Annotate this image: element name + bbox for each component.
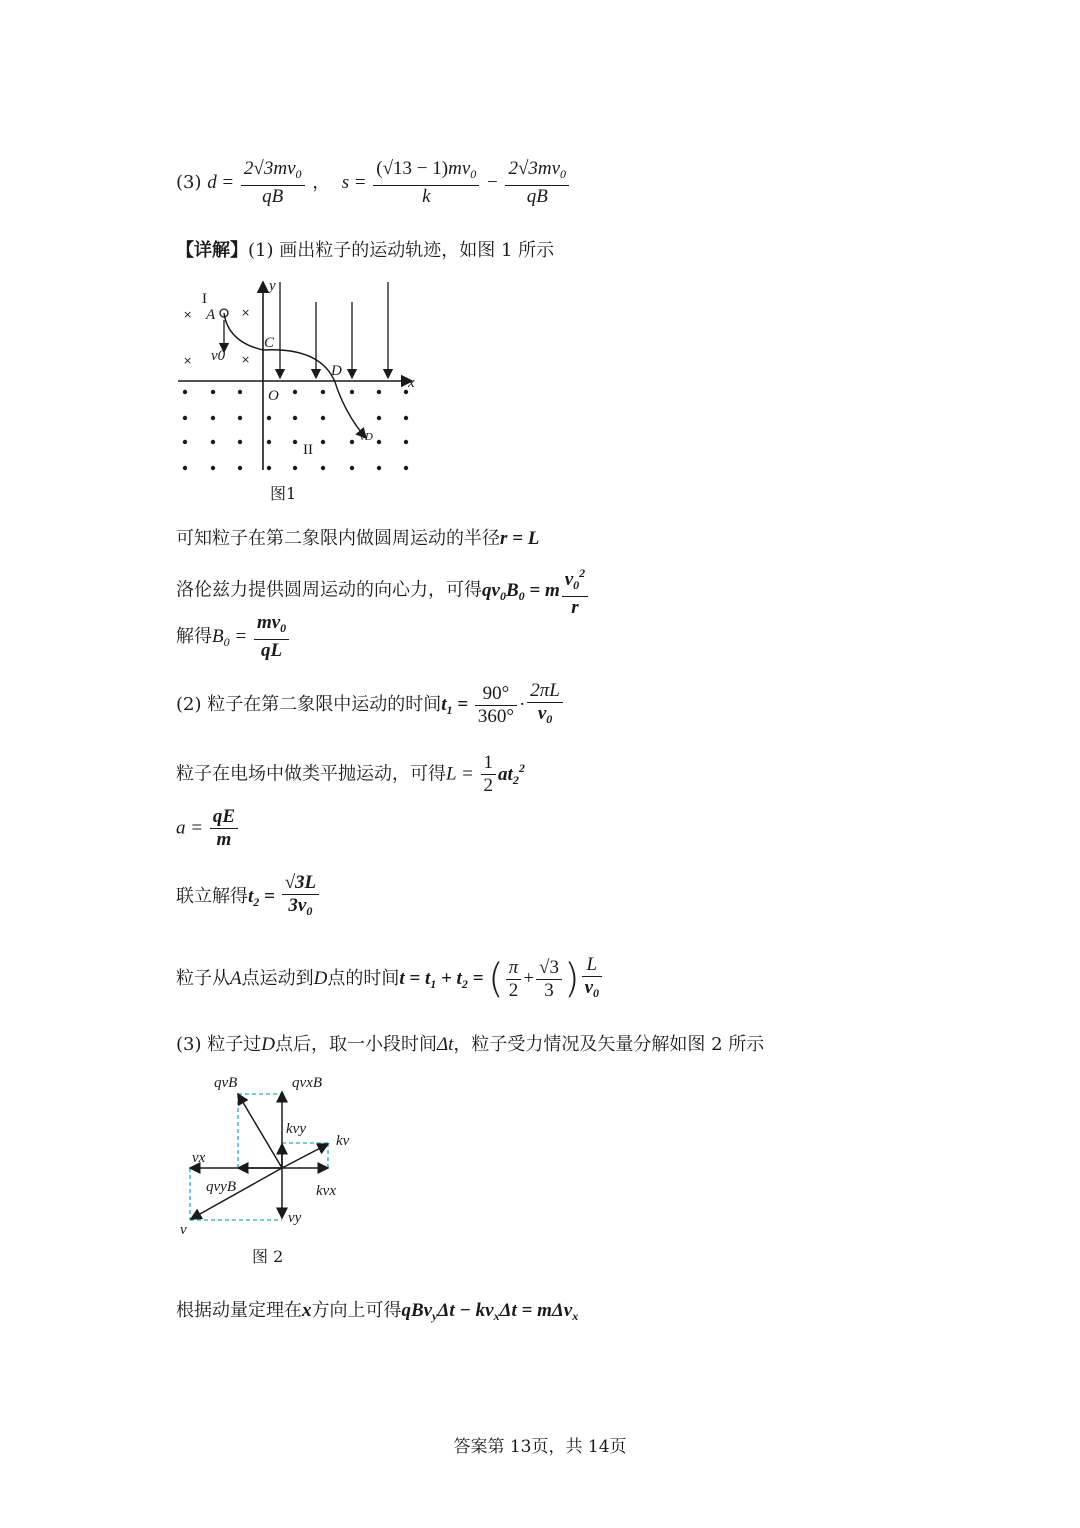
fig1-label-d: D [331,363,342,379]
fig2-label-vx: vx [192,1150,206,1166]
figure-1-caption: 图1 [270,484,297,503]
fig1-label-y: y [269,278,276,294]
fig1-label-x: x [408,375,415,391]
fig1-label-region1: I [202,291,207,307]
figure-2 [176,1066,376,1246]
answer-3: (3) d = $\frac{2√3mv_0}{qB}$ ， s = $\frac{(√13 - 1)mv_0}{k}$ − $\frac{2√3mv_0}{qB}$ [176,158,571,208]
svg-text:×: × [241,306,251,319]
svg-text:×: × [241,353,251,366]
figure-1 [170,270,430,480]
line-total-time: 粒子从A点运动到D点的时间$t = t_1 + t_2$ = ( $\frac{\pi}{2}$ + $\frac{√3}{3}$ ) $\frac{L}{v_0}$ [176,954,604,1004]
fig2-label-kv: kv [336,1133,350,1149]
fig2-label-qvyb: qvyB [206,1179,236,1195]
fig1-label-vd: vD [360,431,373,443]
fig2-label-qvb: qvB [214,1075,238,1091]
line-part2: (2) 粒子在第二象限中运动的时间$t_1$ = $\frac{90^\circ}{360^\circ}$ · $\frac{2\pi L}{v_0}$ [176,680,565,730]
svg-text:×: × [183,354,193,367]
fig2-label-v: v [180,1222,187,1238]
fig1-label-region2: II [303,442,313,458]
fig1-label-o: O [268,388,279,404]
line-t2: 联立解得$t_2$ = $\frac{√3L}{3v_0}$ [176,872,321,922]
line-part3: (3) 粒子过D点后，取一小段时间Δt，粒子受力情况及矢量分解如图 2 所示 [176,1034,765,1055]
line-projectile: 粒子在电场中做类平抛运动，可得L = $\frac{1}{2}$ $at_2^2$ [176,752,525,796]
fig2-label-vy: vy [288,1210,302,1226]
fig1-label-c: C [264,335,275,351]
page-footer: 答案第 13页，共 14页 [453,1437,627,1457]
line-radius: 可知粒子在第二象限内做圆周运动的半径r = L [176,528,540,549]
fig2-label-qvxb: qvxB [292,1075,322,1091]
fig1-label-a: A [206,307,216,323]
svg-text:×: × [183,308,193,321]
detail-intro: 【详解】(1) 画出粒子的运动轨迹，如图 1 所示 [176,240,555,261]
figure-2-caption: 图 2 [252,1247,284,1266]
fig1-label-v0: v0 [211,348,226,364]
line-lorentz: 洛伦兹力提供圆周运动的向心力，可得$qv_0B_0 = m$ $\frac{v_0^2}{r}$ [176,562,590,619]
fig2-label-kvy: kvy [286,1121,306,1137]
line-solve-b0: 解得$B_0$ = $\frac{mv_0}{qL}$ [176,612,291,662]
line-accel: a = $\frac{qE}{m}$ [176,806,240,851]
fig2-label-kvx: kvx [316,1183,336,1199]
line-momentum: 根据动量定理在x方向上可得$qBv_y\Delta t - kv_x\Delta t = m\Delta v_x$ [176,1300,579,1323]
